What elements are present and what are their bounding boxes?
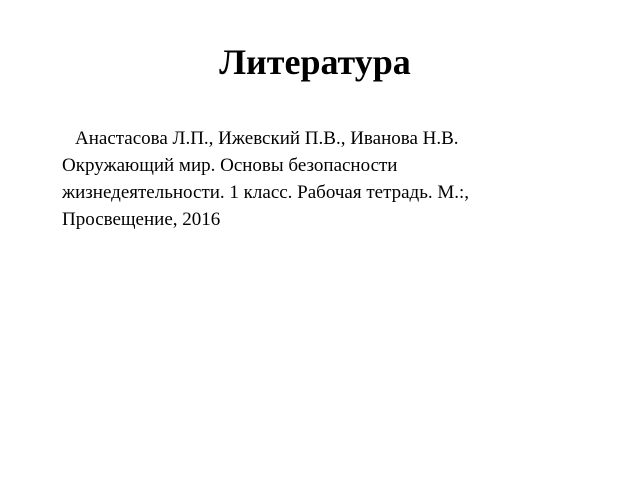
slide-title: Литература bbox=[219, 42, 411, 82]
reference-line: Окружающий мир. Основы безопасности bbox=[62, 155, 398, 176]
reference-line: Анастасова Л.П., Ижевский П.В., Иванова Н.В. bbox=[75, 128, 459, 149]
reference-line: Просвещение, 2016 bbox=[62, 209, 221, 230]
reference-entry bbox=[62, 125, 582, 233]
reference-line: жизнедеятельности. 1 класс. Рабочая тетрадь. М.:, bbox=[62, 182, 470, 203]
